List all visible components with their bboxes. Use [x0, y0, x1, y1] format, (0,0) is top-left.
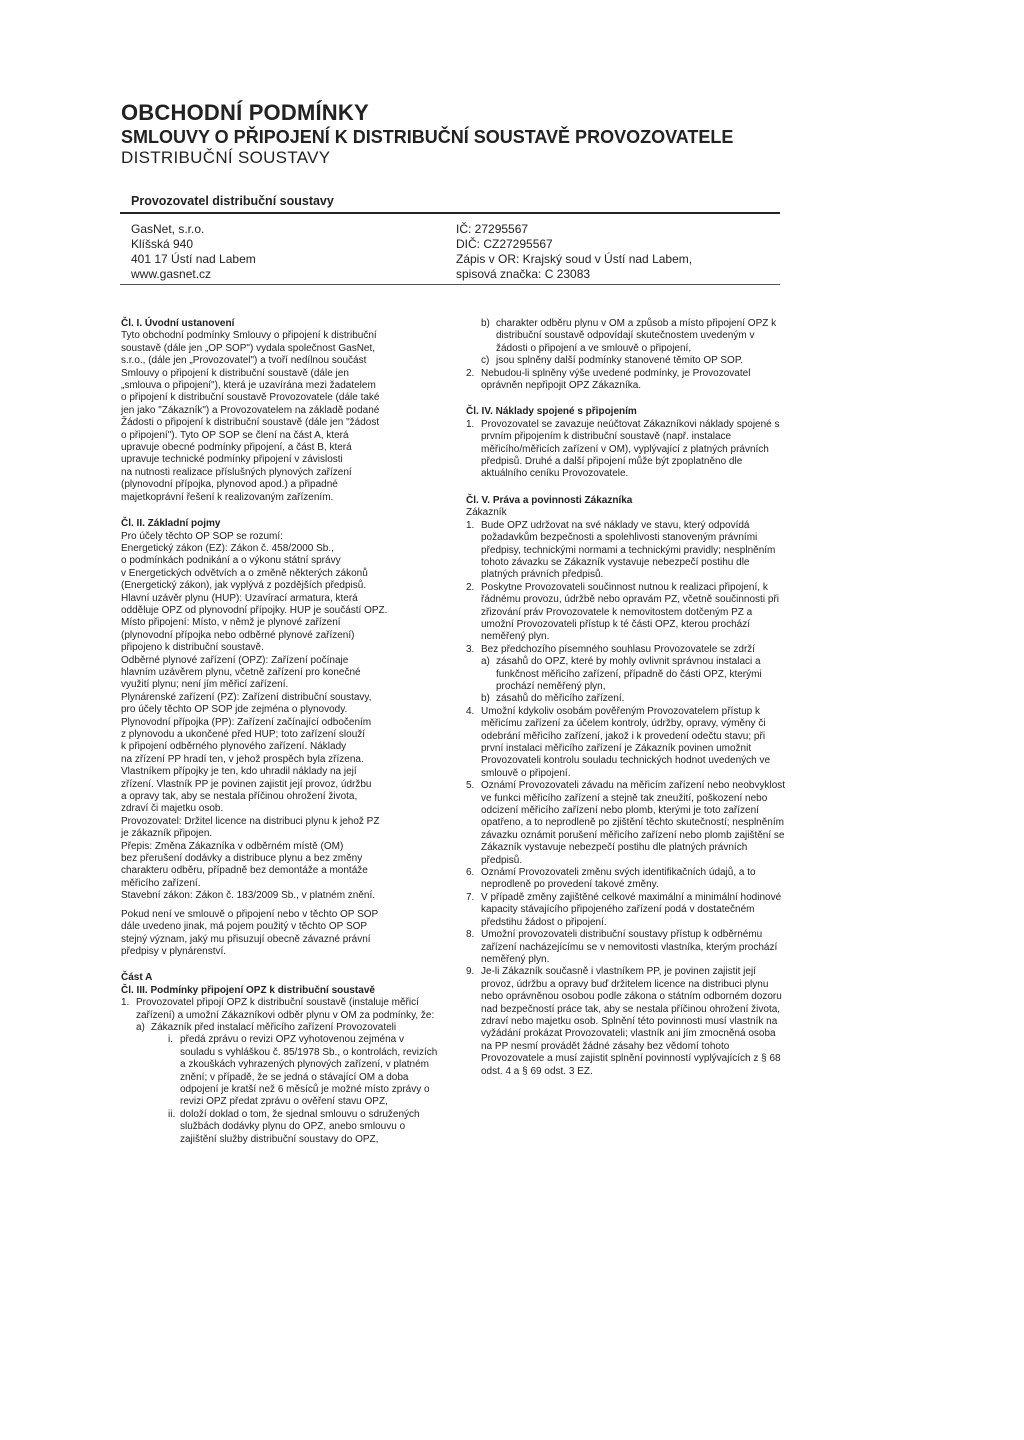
text-line: (plynovodní přípojka, plynovod apod.) a připadné: [121, 479, 338, 491]
list-item: [466, 368, 786, 393]
list-item: [466, 929, 786, 966]
operator-heading: Provozovatel distribuční soustavy: [131, 194, 334, 208]
section-heading: Čl. IV. Náklady spojené s připojením: [466, 406, 637, 418]
text-line: zřízení. Vlastník PP je povinen zajistit její provoz, údržbu: [121, 778, 372, 790]
list-text: zásahů do měřicího zařízení.: [496, 693, 625, 705]
operator-register: Zápis v OR: Krajský soud v Ústí nad Labem,: [456, 252, 693, 266]
text-line: dále uvedeno jinak, má pojem použitý v těchto OP SOP: [121, 921, 368, 933]
text-line: hlavním uzávěrem plynu, včetně zařízení pro konečné: [121, 666, 361, 678]
list-number: 9.: [466, 966, 475, 978]
list-number: 4.: [466, 705, 475, 717]
operator-dic: DIČ: CZ27295567: [456, 237, 553, 251]
text-line: charakteru odběru, případně bez demontáže a montáže: [121, 865, 368, 877]
operator-city: 401 17 Ústí nad Labem: [131, 252, 256, 266]
list-number: 3.: [466, 643, 475, 655]
text-line: „smlouva o připojení"), která je uzavírána mezi žadatelem: [121, 380, 376, 392]
text-line: o podmínkách podnikání a o výkonu státní správy: [121, 555, 341, 567]
list-text: Bude OPZ udržovat na své náklady ve stavu, který odpovídá požadavkům bezpečnosti a spolehlivosti stanoveným právními předpisy, technickými normami a technickými pravidly; nesplněním tohoto závazku se Zákazník vystavuje nebezpečí postihu dle platných právních předpisů.: [481, 519, 776, 581]
list-number: 5.: [466, 780, 475, 792]
text-line: jen jako "Zákazník") a Provozovatelem na základě podané: [121, 404, 380, 416]
list-text: Provozovatel připojí OPZ k distribuční soustavě (instaluje měřicí zařízení) a umožní Zákazníkovi odběr plynu v OM za podmínky, že:: [136, 997, 435, 1021]
text-line: Odběrné plynové zařízení (OPZ): Zařízení počínaje: [121, 654, 349, 666]
list-item: [466, 966, 786, 1078]
list-letter: a): [481, 656, 490, 668]
text-line: o připojení"). Tyto OP SOP se člení na část A, která: [121, 429, 349, 441]
list-item: [466, 419, 786, 481]
text-line: Provozovatel: Držitel licence na distribuci plynu k jehož PZ: [121, 815, 380, 827]
list-subsubitem: [168, 1109, 441, 1146]
list-letter: c): [481, 355, 490, 367]
list-text: jsou splněny další podmínky stanovené těmito OP SOP.: [496, 355, 743, 367]
text-line: připojeno k distribuční soustavě.: [121, 642, 264, 654]
right-column: [466, 318, 786, 1078]
list-item: [466, 520, 786, 582]
list-number: 7.: [466, 891, 475, 903]
list-item: [466, 892, 786, 929]
list-text: Oznámí Provozovateli závadu na měřicím zařízení nebo neobvyklost ve funkci měřicího zařízení a stejně tak zneužití, poškození nebo odcizení měřicího zařízení nebo plomb, kterými je toto zařízení opatřeno, a to neprodleně po zjištění těchto skutečností; nesplněním závazku oznámit porušení měřicího zařízení nebo plomb zajištění se Zákazník vystavuje nebezpečí postihu dle platných právních předpisů.: [481, 780, 786, 866]
text-line: Přepis: Změna Zákazníka v odběrném místě (OM): [121, 840, 344, 852]
list-subsubitem: [168, 1034, 441, 1108]
section-heading: Čl. I. Úvodní ustanovení: [121, 318, 235, 329]
text-line: upravuje technické podmínky připojení v závislosti: [121, 454, 343, 466]
list-item: [466, 644, 786, 656]
document-subtitle-2: DISTRIBUČNÍ SOUSTAVY: [121, 148, 331, 167]
list-number: 6.: [466, 867, 475, 879]
list-item: [466, 780, 786, 867]
section-2-note: [121, 909, 441, 959]
text-line: Stavební zákon: Zákon č. 183/2009 Sb., v platném znění.: [121, 890, 376, 902]
section-heading: Čl. III. Podmínky připojení OPZ k distribuční soustavě: [121, 984, 375, 996]
list-roman: ii.: [168, 1108, 176, 1120]
text-line: odděluje OPZ od plynovodní přípojky. HUP je součástí OPZ.: [121, 604, 388, 616]
text-line: (Energetický zákon), jak vyplývá z pozdějších předpisů.: [121, 580, 367, 592]
list-subitem: [136, 1022, 441, 1034]
left-column: [121, 318, 441, 1146]
list-number: 1.: [466, 418, 475, 430]
text-line: předpisy v plynárenství.: [121, 945, 227, 957]
text-line: Tyto obchodní podmínky Smlouvy o připojení k distribuční: [121, 330, 377, 342]
text-line: a opravy tak, aby se nestala příčinou ohrožení života,: [121, 791, 358, 803]
list-number: 1.: [466, 519, 475, 531]
text-line: upravuje obecné podmínky připojení, a část B, která: [121, 442, 352, 454]
list-item: [121, 997, 441, 1022]
text-line: majetkoprávní řešení k realizovaným zařízením.: [121, 491, 334, 503]
operator-street: Klíšská 940: [131, 237, 194, 251]
list-text: Oznámí Provozovateli změnu svých identifikačních údajů, a to neprodleně po provedení takové změny.: [481, 867, 756, 891]
text-line: Pro účely těchto OP SOP se rozumí:: [121, 530, 283, 542]
text-line: z plynovodu a ukončené před HUP; toto zařízení slouží: [121, 729, 366, 740]
list-text: zásahů do OPZ, které by mohly ovlivnit správnou instalaci a funkčnost měřicího zařízení, případně do části OPZ, kterými prochází neměřený plyn,: [496, 656, 762, 692]
section-heading: Čl. V. Práva a povinnosti Zákazníka: [466, 494, 633, 506]
list-item: [466, 706, 786, 780]
part-heading: Část A: [121, 972, 153, 984]
list-number: 2.: [466, 367, 475, 379]
list-subitem: [481, 693, 786, 705]
text-line: na nutnosti realizace příslušných plynových zařízení: [121, 466, 352, 478]
text-line: je zákazník připojen.: [121, 828, 213, 840]
text-line: Vlastníkem přípojky je ten, kdo uhradil náklady na její: [121, 766, 357, 778]
text-line: Plynárenské zařízení (PZ): Zařízení distribuční soustavy,: [121, 691, 372, 703]
list-roman: i.: [168, 1034, 173, 1046]
list-text: Umožní kdykoliv osobám pověřeným Provozovatelem přístup k měřicímu zařízení za účelem kontroly, údržby, opravy, výměny či odebrání měřicího zařízení, jakož i k provedení odečtu stavu; při první instalaci měřicího zařízení je Zákazník povinen umožnit Provozovateli kontrolu souladu technických hodnot uvedených ve smlouvě o připojení.: [481, 705, 771, 779]
section-heading: Čl. II. Základní pojmy: [121, 518, 221, 530]
text-line: pro účely těchto OP SOP jde zejména o plynovody.: [121, 704, 348, 716]
list-subitem: [481, 355, 786, 367]
text-line: Pokud není ve smlouvě o připojení nebo v těchto OP SOP: [121, 908, 379, 920]
operator-file-number: spisová značka: C 23083: [456, 267, 591, 281]
list-text: charakter odběru plynu v OM a způsob a místo připojení OPZ k distribuční soustavě odpovídají skutečnostem uvedeným v žádosti o připojení a ve smlouvě o připojení,: [496, 318, 777, 354]
text-line: bez přerušení dodávky a distribuce plynu a bez změny: [121, 853, 363, 865]
list-number: 1.: [121, 997, 130, 1009]
list-text: Nebudou-li splněny výše uvedené podmínky, je Provozovatel oprávněn nepřipojit OPZ Zákazníka.: [481, 367, 751, 392]
text-line: Plynovodní přípojka (PP): Zařízení začínající odbočením: [121, 716, 372, 728]
section-subheading: Zákazník: [466, 507, 507, 519]
list-subitem: [481, 318, 786, 355]
list-letter: b): [481, 693, 490, 705]
operator-ic: IČ: 27295567: [456, 222, 529, 236]
text-line: soustavě (dále jen „OP SOP") vydala společnost GasNet,: [121, 342, 376, 354]
section-1-text: [121, 330, 441, 504]
text-line: (plynovodní přípojka nebo odběrné plynové zařízení): [121, 629, 355, 641]
text-line: Hlavní uzávěr plynu (HUP): Uzavírací armatura, která: [121, 592, 358, 604]
list-text: Bez předchozího písemného souhlasu Provozovatele se zdrží: [481, 643, 756, 655]
text-line: stejný význam, jaký mu přisuzují obecně závazné právní: [121, 933, 371, 945]
document-title: OBCHODNÍ PODMÍNKY: [121, 100, 369, 125]
list-text: předá zprávu o revizi OPZ vyhotovenou zejména v souladu s vyhláškou č. 85/1978 Sb., o kontrolách, revizích a zkouškách vyhrazených plynových zařízení, v platném znění; v případě, že se jedná o stávající OM a doba odpojení je kratší než 6 měsíců je možné místo zprávy o revizi OPZ předat zprávu o ověření stavu OPZ,: [180, 1034, 438, 1108]
operator-registration: [456, 222, 692, 282]
list-text: Provozovatel se zavazuje neúčtovat Zákazníkovi náklady spojené s prvním připojením k distribuční soustavě (např. instalace měřicího/měřicích zařízení v OM), vyplývající z platných právních předpisů. Druhé a další připojení může být zpoplatněno dle aktuálního ceníku Provozovatele.: [481, 418, 780, 480]
document-subtitle: SMLOUVY O PŘIPOJENÍ K DISTRIBUČNÍ SOUSTAVĚ PROVOZOVATELE: [121, 127, 734, 147]
text-line: zdraví či majetku osob.: [121, 803, 224, 815]
list-text: V případě změny zajištěné celkové maximální a minimální hodinové kapacity stávajícího připojeného zařízení podá v dostatečném předstihu žádost o připojení.: [481, 891, 782, 928]
list-number: 8.: [466, 929, 475, 941]
list-text: Umožní provozovateli distribuční soustavy přístup k odběrnému zařízení nacházejícímu se v nemovitosti vlastníka, kterým prochází neměřený plyn.: [481, 929, 778, 965]
list-text: Poskytne Provozovateli součinnost nutnou k realizaci připojení, k řádnému provozu, údržbě nebo opravám PZ, včetně součinnosti při zřizování práv Provozovatele k nemovitostem dotčeným PZ a umožní Provozovateli přístup k té části OPZ, kterou prochází neměřený plyn.: [481, 581, 779, 643]
list-number: 2.: [466, 581, 475, 593]
text-line: Místo připojení: Místo, v němž je plynové zařízení: [121, 617, 341, 629]
list-letter: a): [136, 1021, 145, 1033]
list-letter: b): [481, 318, 490, 329]
text-line: využití plynu; není jím měřicí zařízení.: [121, 679, 289, 691]
list-item: [466, 867, 786, 892]
operator-name: GasNet, s.r.o.: [131, 222, 205, 236]
operator-address: [131, 222, 256, 282]
text-line: Smlouvy o připojení k distribuční soustavě (dále jen: [121, 367, 349, 379]
text-line: s.r.o., (dále jen „Provozovatel") a tvoří nedílnou součást: [121, 355, 367, 367]
list-text: Je-li Zákazník současně i vlastníkem PP, je povinen zajistit její provoz, údržbu a opravy buď držitelem licence na distribuci plynu nebo oprávněnou osobou podle zákona o státním odborném dozoru nad bezpečností práce tak, aby se nestala příčinou ohrožení života, zdraví nebo majetku osob. Splnění této povinnosti musí vlastník na vyžádání prokázat Provozovateli; vlastník ani jím zmocněná osoba na PP nesmí provádět žádné zásahy bez vědomí tohoto Provozovatele a musí zajistit splnění povinností vyplývajících z § 68 odst. 4 a § 69 odst. 3 EZ.: [481, 966, 782, 1077]
text-line: o připojení k distribuční soustavě Provozovatele (dále také: [121, 392, 380, 404]
text-line: v Energetických odvětvích a o změně některých zákonů: [121, 567, 368, 579]
section-2-text: [121, 531, 441, 903]
text-line: k připojení odběrného plynového zařízení. Náklady: [121, 741, 347, 753]
header-rule: [120, 212, 780, 214]
text-line: na zřízení PP hradí ten, v jehož prospěch byla zřízena.: [121, 753, 364, 765]
header-rule-thin: [120, 284, 780, 285]
list-text: doloží doklad o tom, že sjednal smlouvu o sdružených službách dodávky plynu do OPZ, anebo smlouvu o zajištění služby distribuční soustavy do OPZ,: [180, 1108, 420, 1145]
text-line: měřicího zařízení.: [121, 877, 201, 889]
text-line: Žádosti o připojení k distribuční soustavě (dále jen "žádost: [121, 417, 380, 429]
list-item: [466, 582, 786, 644]
list-subitem: [481, 656, 786, 693]
operator-website: www.gasnet.cz: [131, 267, 212, 281]
text-line: Energetický zákon (EZ): Zákon č. 458/2000 Sb.,: [121, 542, 334, 554]
list-text: Zákazník před instalací měřicího zařízení Provozovateli: [151, 1021, 397, 1033]
